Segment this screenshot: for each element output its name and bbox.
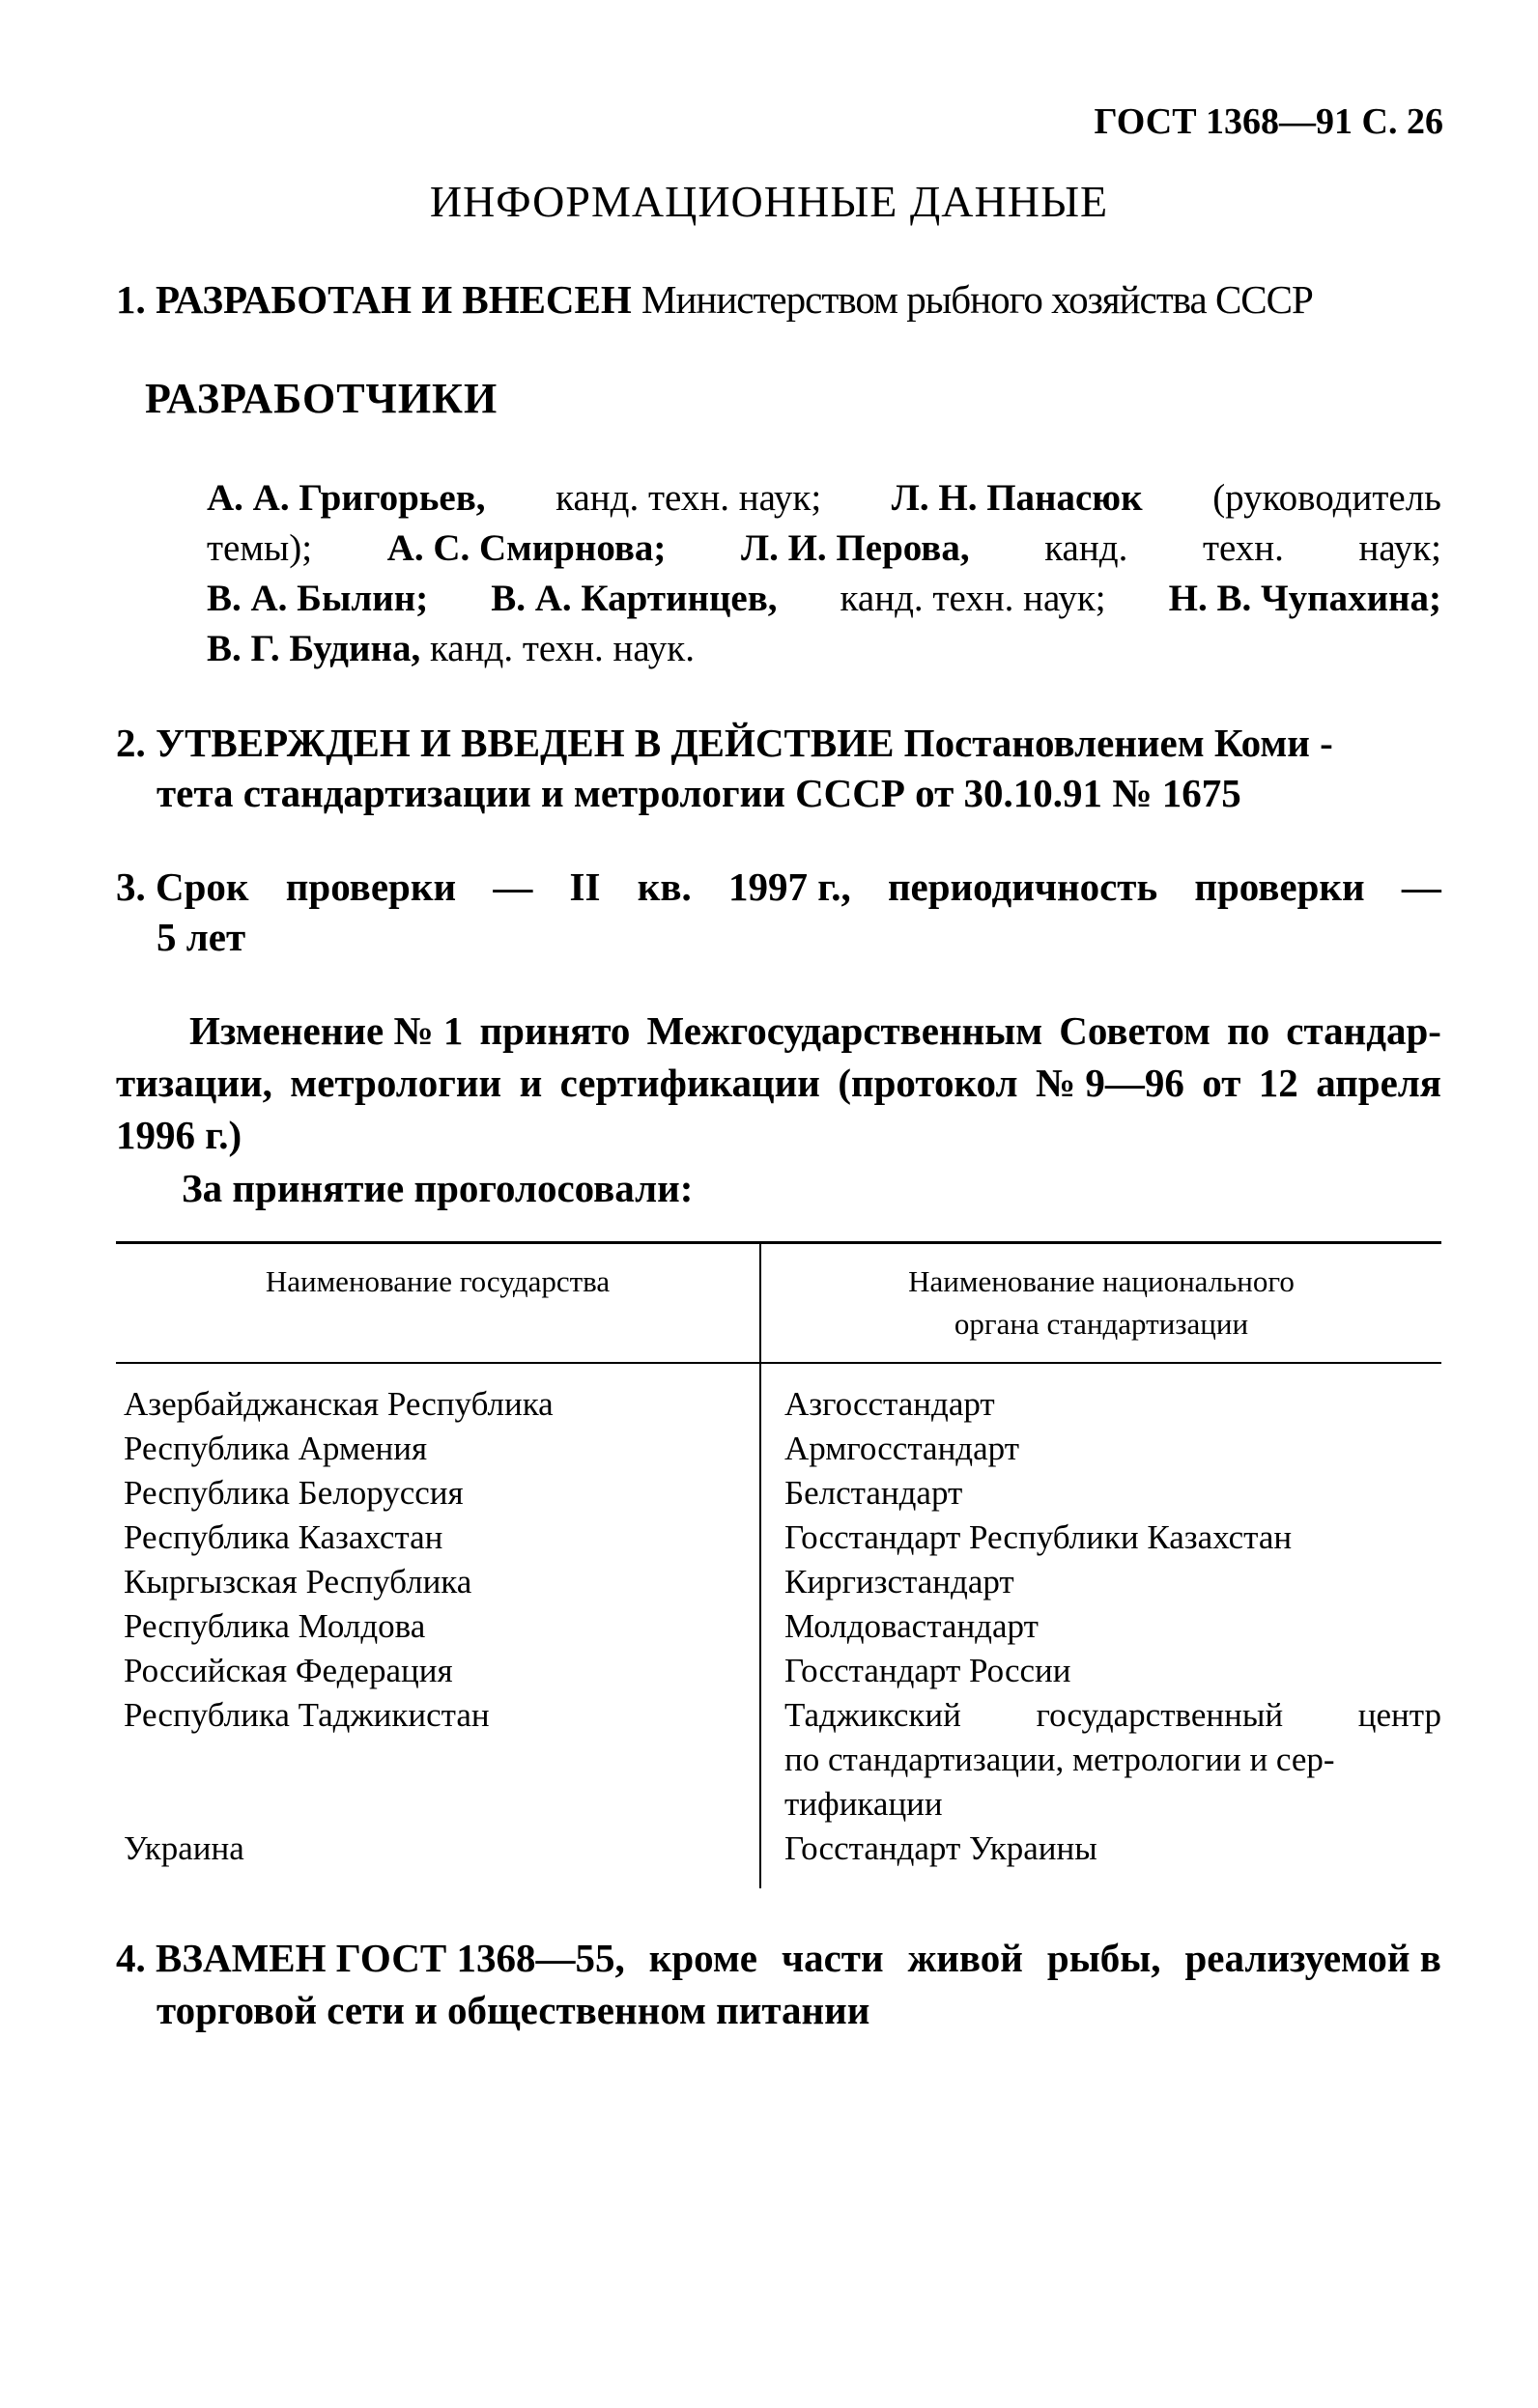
developer-name: В. Г. Будина, — [207, 628, 421, 669]
table-cell-state: Республика Молдова — [124, 1607, 426, 1645]
change-word: по — [1227, 1008, 1270, 1053]
developer-name: Н. В. Чупахина; — [1168, 578, 1441, 619]
table-cell-state: Украина — [124, 1829, 244, 1867]
change-line: 1996 г.) — [116, 1113, 242, 1157]
table-cell-body-line: по стандартизации, метрологии и сер- — [784, 1741, 1335, 1778]
developer-name: В. А. Картинцев, — [491, 578, 778, 619]
table-cell-body: Госстандарт Республики Казахстан — [784, 1518, 1293, 1556]
section-3-word: — — [493, 864, 533, 909]
section-2-line: 2. УТВЕРЖДЕН И ВВЕДЕН В ДЕЙСТВИЕ Постановлением Коми - — [116, 721, 1333, 765]
developer-role: темы); — [207, 527, 313, 569]
change-word: принято — [479, 1008, 631, 1053]
states-table — [116, 1241, 1441, 1898]
change-word: метрологии — [290, 1061, 502, 1105]
change-word: апреля — [1316, 1061, 1441, 1105]
developers-heading: РАЗРАБОТЧИКИ — [145, 375, 498, 422]
table-cell-body: Киргизстандарт — [784, 1563, 1014, 1601]
developers-line — [207, 574, 1441, 624]
table-cell-body-word: центр — [1357, 1696, 1441, 1734]
developer-degree: канд. техн. наук. — [429, 628, 695, 669]
section-4 — [116, 1932, 1441, 2036]
section-4-word: рыбы, — [1046, 1936, 1161, 1980]
table-header-body-line: органа стандартизации — [954, 1307, 1249, 1341]
section-4-word: части — [781, 1936, 884, 1980]
section-3-word: 3. Срок — [116, 864, 249, 909]
developer-degree: наук; — [1358, 527, 1441, 569]
section-4-word: живой — [907, 1936, 1023, 1980]
change-word: Советом — [1059, 1008, 1210, 1053]
change-note — [116, 1005, 1441, 1161]
section-1 — [116, 276, 1443, 323]
developer-name: Л. И. Перова, — [741, 527, 970, 569]
table-cell-state: Республика Армения — [124, 1430, 428, 1467]
section-4-line — [116, 1932, 1441, 1984]
table-cell-state: Азербайджанская Республика — [124, 1385, 554, 1423]
change-word: сертификации — [559, 1061, 820, 1105]
section-4-word: реализуемой в — [1184, 1936, 1441, 1980]
developers-list — [207, 473, 1441, 674]
table-header-body — [761, 1261, 1441, 1346]
table-cell-body-line — [784, 1693, 1441, 1738]
change-word: от — [1202, 1061, 1241, 1105]
section-3-line: 5 лет — [157, 915, 246, 959]
section-3-word: проверки — [1194, 864, 1365, 909]
developer-name: А. А. Григорьев, — [207, 477, 486, 519]
section-3-word: проверки — [285, 864, 457, 909]
table-column-states — [124, 1382, 742, 1871]
table-cell-body — [784, 1693, 1441, 1827]
table-header-rule — [116, 1362, 1441, 1364]
developers-line — [207, 473, 1441, 524]
developers-line — [207, 624, 1441, 674]
change-word: стандар- — [1286, 1008, 1441, 1053]
section-4-word: кроме — [648, 1936, 757, 1980]
table-cell-state: Республика Белоруссия — [124, 1474, 464, 1512]
change-word: № 9—96 — [1035, 1061, 1184, 1105]
table-cell-body-word: Таджикский — [784, 1696, 961, 1734]
section-3-word: 1997 г., — [727, 864, 851, 909]
table-header-state-text: Наименование государства — [265, 1264, 611, 1298]
page-title: ИНФОРМАЦИОННЫЕ ДАННЫЕ — [429, 177, 1109, 226]
section-3-word: II — [569, 864, 601, 909]
table-cell-body: Молдовастандарт — [784, 1607, 1039, 1645]
change-word: (протокол — [838, 1061, 1018, 1105]
section-1-bold-text: РАЗРАБОТАН И ВНЕСЕН — [156, 277, 632, 322]
change-word: и — [519, 1061, 543, 1105]
developer-name: А. С. Смирнова; — [386, 527, 667, 569]
change-line — [116, 1005, 1441, 1057]
section-4-line: торговой сети и общественном питании — [157, 1988, 870, 2032]
developer-degree: канд. — [1044, 527, 1128, 569]
developer-name: Л. Н. Панасюк — [891, 477, 1143, 519]
table-cell-state: Республика Казахстан — [124, 1518, 443, 1556]
developer-name: В. А. Былин; — [207, 578, 429, 619]
table-cell-body: Белстандарт — [784, 1474, 963, 1512]
developer-degree: канд. техн. наук; — [840, 578, 1106, 619]
section-3-line — [116, 862, 1441, 912]
section-2-line: тета стандартизации и метрологии СССР от 30.10.91 № 1675 — [157, 771, 1241, 815]
section-1-number: 1. — [116, 277, 146, 322]
table-column-bodies — [784, 1382, 1441, 1871]
table-cell-body: Госстандарт России — [784, 1652, 1071, 1689]
table-cell-body: Азгосстандарт — [784, 1385, 995, 1423]
table-cell-body: Армгосстандарт — [784, 1430, 1019, 1467]
section-1-text: Министерством рыбного хозяйства СССР — [641, 277, 1313, 322]
change-word: Межгосударственным — [646, 1008, 1043, 1053]
section-2 — [116, 718, 1441, 818]
change-line — [116, 1057, 1441, 1109]
change-word: 12 — [1258, 1061, 1298, 1105]
developer-role: (руководитель — [1212, 477, 1441, 519]
table-header-body-line: Наименование национального — [908, 1264, 1295, 1298]
section-3-word: кв. — [637, 864, 692, 909]
change-word: тизации, — [116, 1061, 272, 1105]
table-cell-body-word: государственный — [1036, 1696, 1284, 1734]
vote-caption: За принятие проголосовали: — [182, 1166, 694, 1210]
page-header-doc-ref: ГОСТ 1368—91 С. 26 — [1094, 101, 1443, 142]
table-cell-state: Кыргызская Республика — [124, 1563, 472, 1601]
section-3-word: периодичность — [887, 864, 1158, 909]
table-cell-state: Российская Федерация — [124, 1652, 453, 1689]
table-cell-body-line: тификации — [784, 1785, 943, 1823]
section-4-word: 4. ВЗАМЕН ГОСТ 1368—55, — [116, 1936, 625, 1980]
table-top-rule — [116, 1241, 1441, 1244]
developer-degree: техн. — [1202, 527, 1284, 569]
table-cell-state: Республика Таджикистан — [124, 1696, 490, 1734]
change-word: Изменение № 1 — [189, 1008, 464, 1053]
table-header-state — [116, 1261, 759, 1303]
developer-degree: канд. техн. наук; — [555, 477, 822, 519]
table-cell-body: Госстандарт Украины — [784, 1829, 1097, 1867]
section-3 — [116, 862, 1441, 962]
section-3-word: — — [1401, 864, 1441, 909]
developers-line — [207, 524, 1441, 574]
